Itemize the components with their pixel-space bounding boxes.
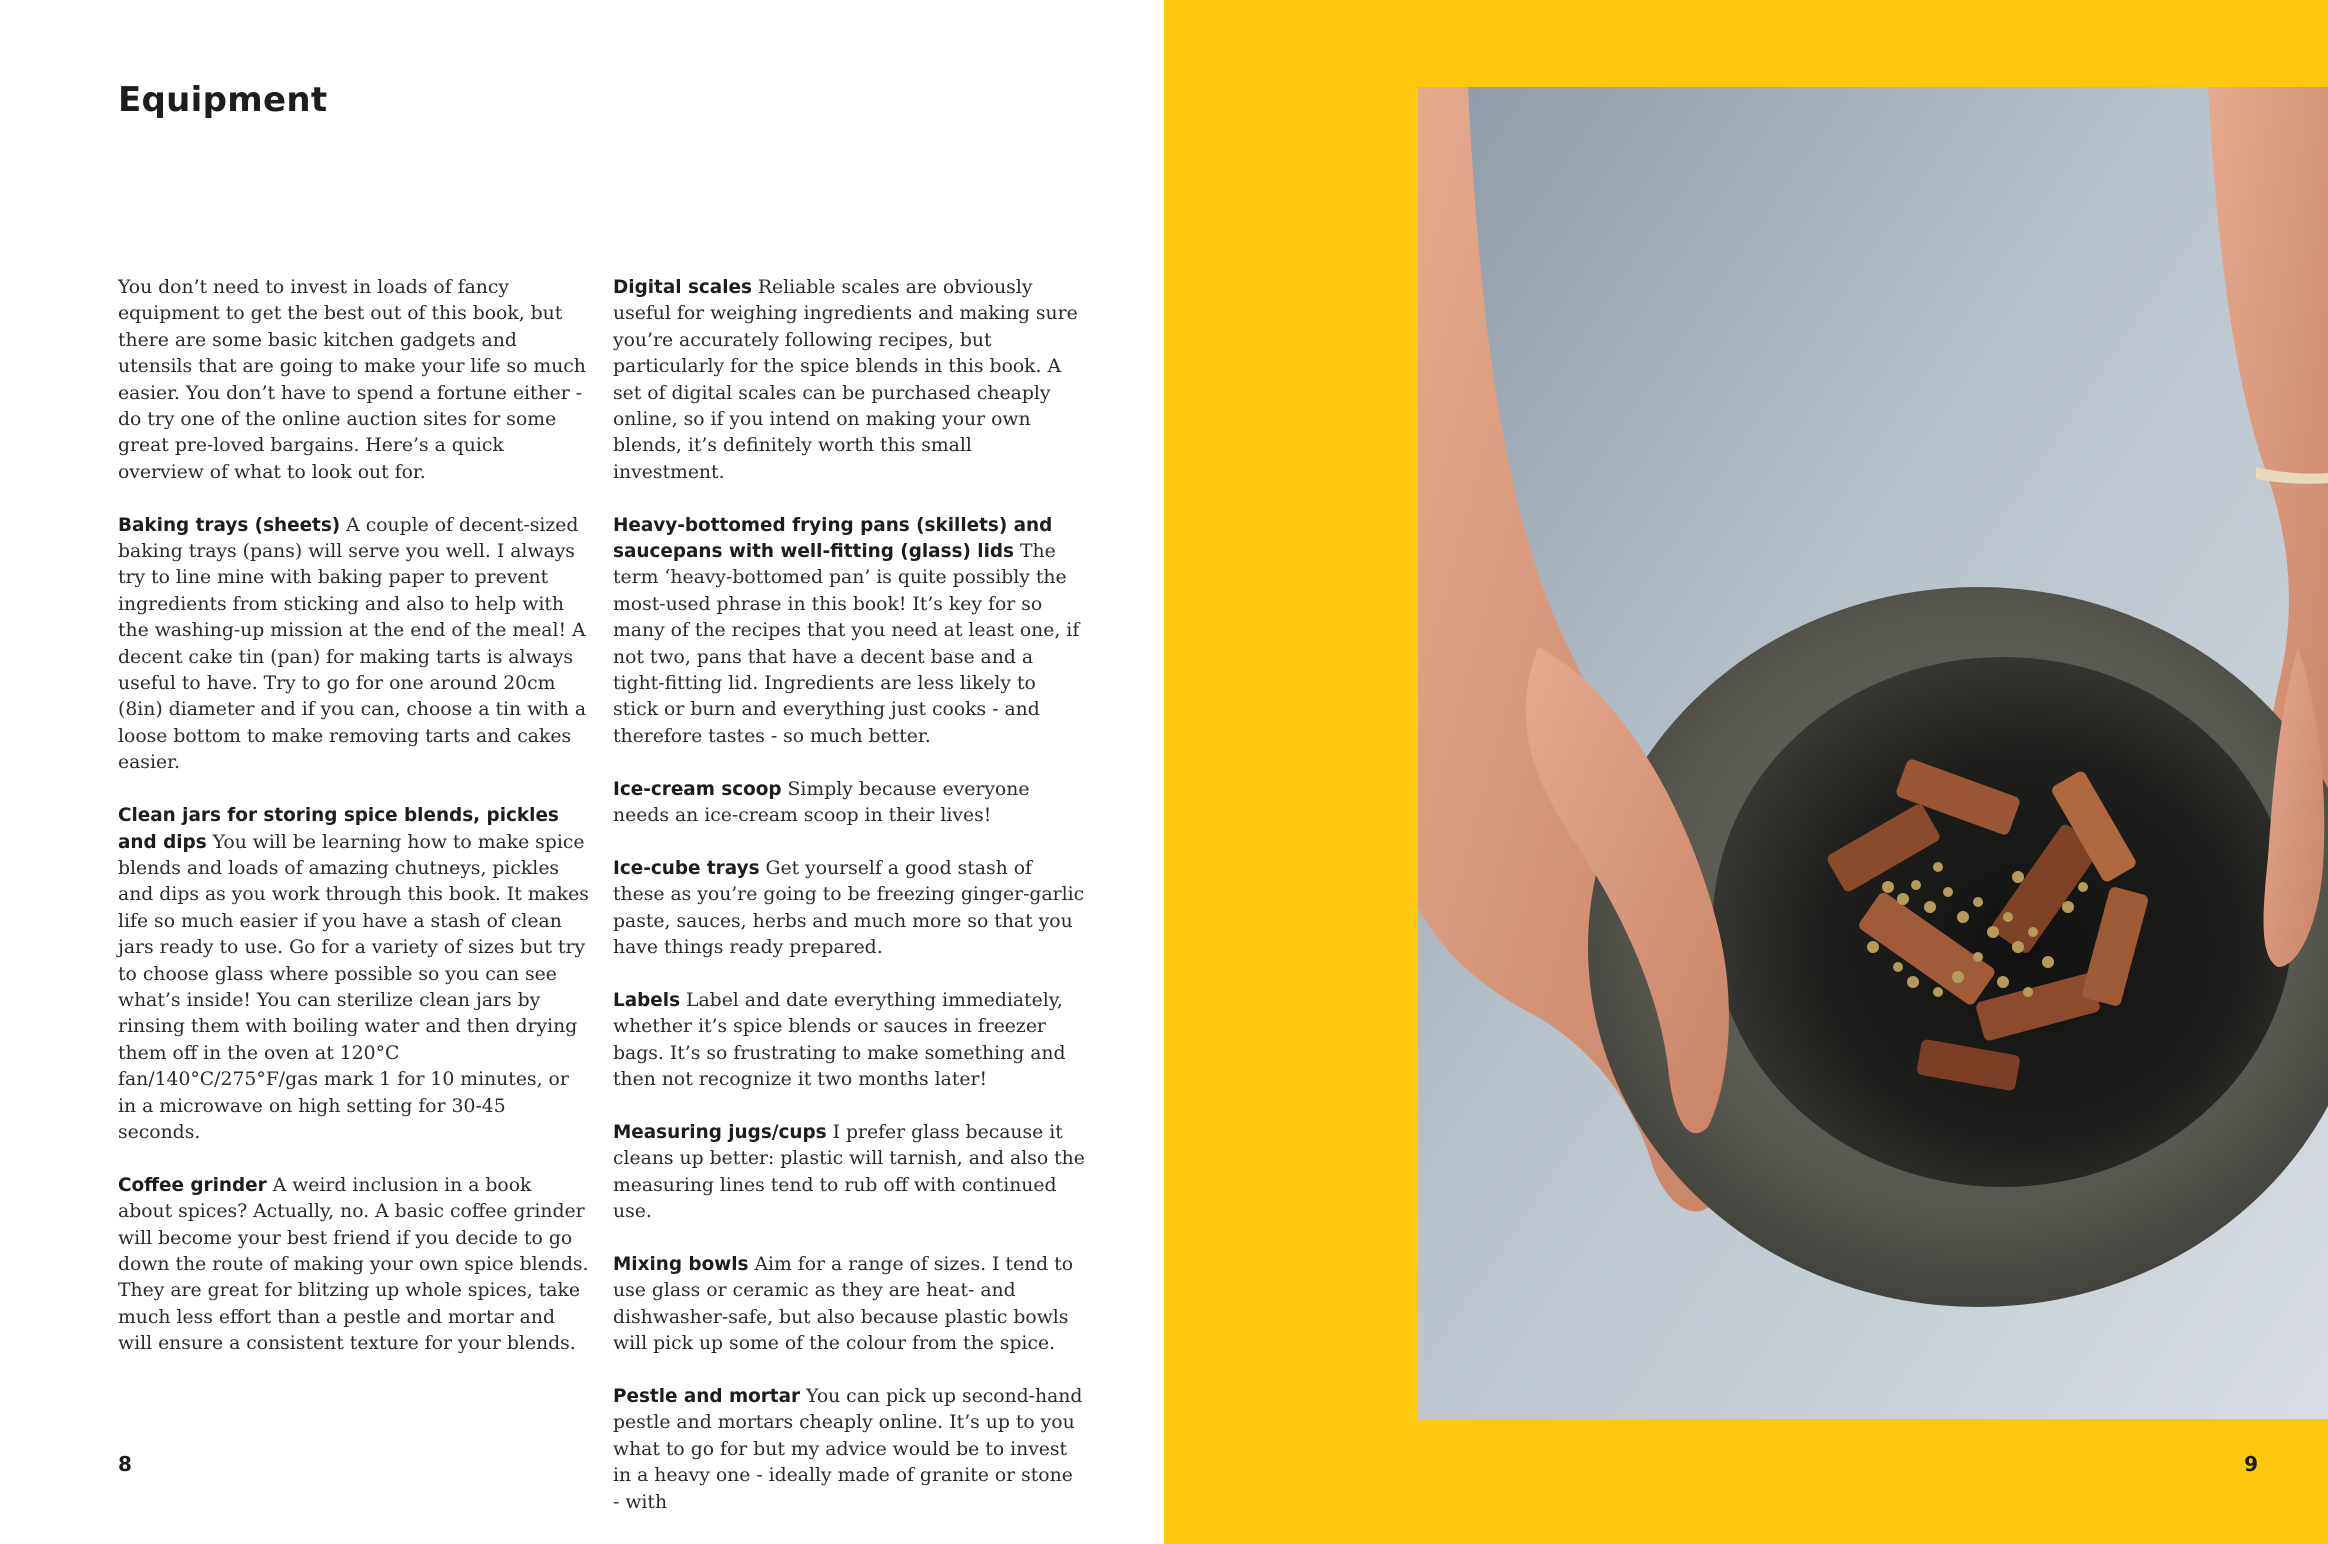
item-term: Ice-cream scoop: [613, 778, 782, 800]
item-text: I prefer glass because it cleans up better: plastic will tarnish, and also the measuring lines tend to rub off with continued use.: [613, 1121, 1085, 1223]
item-text: Get yourself a good stash of these as you’re going to be freezing ginger-garlic paste, sauces, herbs and much more so that you have things ready prepared.: [613, 857, 1085, 959]
list-item: [118, 513, 590, 777]
item-text: You will be learning how to make spice blends and loads of amazing chutneys, pickles and dips as you work through this book. It makes life so much easier if you have a stash of clean jars ready to use. Go for a variety of sizes but try to choose glass where possible so you can see what’s inside! You can sterilize clean jars by rinsing them with boiling water and then drying them off in the oven at 120°C fan/140°C/275°F/gas mark 1 for 10 minutes, or in a microwave on high setting for 30-45 seconds.: [118, 831, 589, 1143]
page-number-right: 9: [2244, 1452, 2258, 1476]
page-number-left: 8: [118, 1452, 132, 1476]
list-item: [613, 856, 1085, 962]
item-term: Baking trays (sheets): [118, 514, 341, 536]
list-item: [613, 513, 1085, 751]
list-item: [613, 1120, 1085, 1226]
item-term: Labels: [613, 989, 681, 1011]
item-text: A weird inclusion in a book about spices? Actually, no. A basic coffee grinder will become your best friend if you decide to go down the route of making your own spice blends. They are great for blitzing up whole spices, take much less effort than a pestle and mortar and will ensure a consistent texture for your blends.: [118, 1174, 589, 1355]
list-item: [613, 1384, 1085, 1516]
list-item: [613, 988, 1085, 1094]
intro-paragraph: You don’t need to invest in loads of fancy equipment to get the best out of this book, but there are some basic kitchen gadgets and utensils that are going to make your life so much easier. You don’t have to spend a fortune either - do try one of the online auction sites for some great pre-loved bargains. Here’s a quick overview of what to look out for.: [118, 277, 586, 483]
item-term: Clean jars for storing spice blends, pickles and dips: [118, 805, 559, 853]
list-item: [118, 1173, 590, 1358]
item-text: A couple of decent-sized baking trays (pans) will serve you well. I always try to line mine with baking paper to prevent ingredients from sticking and also to help with the washing-up mission at the end of the meal! A decent cake tin (pan) for making tarts is always useful to have. Try to go for one around 20cm (8in) diameter and if you can, choose a tin with a loose bottom to make removing tarts and cakes easier.: [118, 514, 587, 774]
text-column-1: [118, 275, 590, 1384]
item-text: Reliable scales are obviously useful for weighing ingredients and making sure you’re accurately following recipes, but particularly for the spice blends in this book. A set of digital scales can be purchased cheaply online, so if you intend on making your own blends, it’s definitely worth this small investment.: [613, 277, 1078, 483]
item-term: Digital scales: [613, 277, 752, 298]
item-term: Ice-cube trays: [613, 857, 760, 879]
item-term: Measuring jugs/cups: [613, 1121, 827, 1143]
item-text: The term ‘heavy-bottomed pan’ is quite possibly the most-used phrase in this book! It’s key for so many of the recipes that you need at least one, if not two, pans that have a decent base and a tight-fitting lid. Ingredients are less likely to stick or burn and everything just cooks - and therefore tastes - so much better.: [613, 541, 1080, 747]
text-column-2: [613, 275, 1085, 1542]
item-text: You can pick up second-hand pestle and mortars cheaply online. It’s up to you what to go for but my advice would be to invest in a heavy one - ideally made of granite or stone - with: [613, 1385, 1083, 1513]
list-item: [613, 1252, 1085, 1358]
mortar-photo: [1418, 87, 2328, 1419]
item-term: Mixing bowls: [613, 1253, 749, 1275]
item-term: Coffee grinder: [118, 1174, 267, 1196]
list-item: [613, 777, 1085, 830]
page-title: Equipment: [118, 80, 328, 120]
item-text: Aim for a range of sizes. I tend to use glass or ceramic as they are heat- and dishwasher-safe, but also because plastic bowls will pick up some of the colour from the spice.: [613, 1253, 1074, 1355]
list-item: [118, 803, 590, 1146]
item-text: Label and date everything immediately, whether it’s spice blends or sauces in freezer bags. It’s so frustrating to make something and then not recognize it two months later!: [613, 989, 1066, 1091]
list-item: [613, 275, 1085, 486]
item-text: Simply because everyone needs an ice-cream scoop in their lives!: [613, 778, 1030, 827]
item-term: Heavy-bottomed frying pans (skillets) and saucepans with well-fitting (glass) lids: [613, 514, 1053, 563]
item-term: Pestle and mortar: [613, 1385, 801, 1407]
